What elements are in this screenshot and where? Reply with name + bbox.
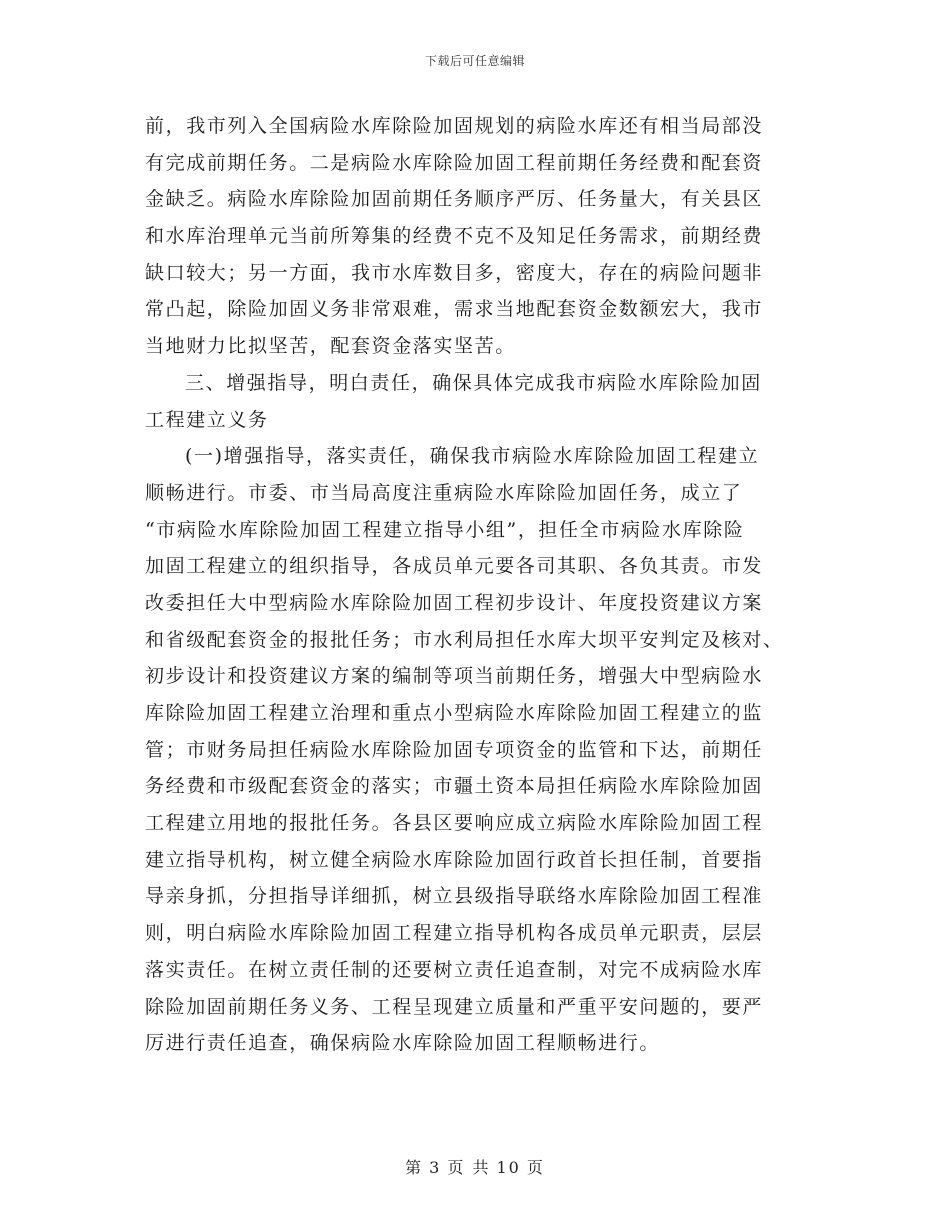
page-header: 下载后可任意编辑 — [424, 54, 525, 68]
text-line: 顺畅进行。市委、市当局高度注重病险水库除险加固任务，成立了 — [145, 481, 743, 504]
document-body — [145, 108, 805, 1062]
text-line: 缺口较大；另一方面，我市水库数目多，密度大，存在的病险问题非 — [145, 261, 764, 284]
text-line: 加固工程建立的组织指导，各成员单元要各司其职、各负其责。市发 — [145, 555, 764, 578]
text-line: 管；市财务局担任病险水库除险加固专项资金的监管和下达，前期任 — [145, 738, 764, 761]
page-footer — [0, 1155, 950, 1178]
text-line: 三、增强指导，明白责任，确保具体完成我市病险水库除险加固 — [185, 371, 762, 394]
text-line: 有完成前期任务。二是病险水库除险加固工程前期任务经费和配套资 — [145, 151, 764, 174]
footer-middle: 页 共 — [447, 1158, 491, 1177]
text-line: 落实责任。在树立责任制的还要树立责任追查制，对完不成病险水库 — [145, 958, 764, 981]
text-line: 常凸起，除险加固义务非常艰难，需求当地配套资金数额宏大，我市 — [145, 298, 764, 321]
text-line: 导亲身抓，分担指导详细抓，树立县级指导联络水库除险加固工程准 — [145, 885, 764, 908]
footer-total-pages: 10 — [496, 1158, 521, 1177]
text-line: (一)增强指导，落实责任，确保我市病险水库除险加固工程建立 — [185, 445, 760, 468]
text-line: 务经费和市级配套资金的落实；市疆土资本局担任病险水库除险加固 — [145, 775, 764, 798]
text-line: 和水库治理单元当前所筹集的经费不克不及知足任务需求，前期经费 — [145, 225, 764, 248]
paragraph-lines — [145, 108, 805, 1062]
footer-page-number: 3 — [429, 1158, 442, 1177]
text-line: 工程建立义务 — [145, 408, 269, 431]
text-line: 除险加固前期任务义务、工程呈现建立质量和严重平安问题的，要严 — [145, 995, 764, 1018]
text-line: 当地财力比拟坚苦，配套资金落实坚苦。 — [145, 335, 516, 358]
text-line: 则，明白病险水库除险加固工程建立指导机构各成员单元职责，层层 — [145, 922, 764, 945]
text-line: 厉进行责任追查，确保病险水库除险加固工程顺畅进行。 — [145, 1032, 661, 1055]
text-line: 改委担任大中型病险水库除险加固工程初步设计、年度投资建议方案 — [145, 591, 764, 614]
footer-suffix: 页 — [526, 1158, 545, 1177]
text-line: 建立指导机构，树立健全病险水库除险加固行政首长担任制，首要指 — [145, 848, 764, 871]
footer-prefix: 第 — [405, 1158, 424, 1177]
text-line: 初步设计和投资建议方案的编制等项当前期任务，增强大中型病险水 — [145, 665, 764, 688]
text-line: 库除险加固工程建立治理和重点小型病险水库除险加固工程建立的监 — [145, 702, 764, 724]
text-line: 工程建立用地的报批任务。各县区要响应成立病险水库除险加固工程 — [145, 812, 764, 835]
text-line: 金缺乏。病险水库除险加固前期任务顺序严厉、任务量大，有关县区 — [145, 188, 764, 211]
text-line: 和省级配套资金的报批任务；市水利局担任水库大坝平安判定及核对、 — [145, 628, 784, 651]
text-line: “市病险水库除险加固工程建立指导小组”，担任全市病险水库除险 — [145, 518, 745, 541]
text-line: 前，我市列入全国病险水库除险加固规划的病险水库还有相当局部没 — [145, 115, 764, 137]
